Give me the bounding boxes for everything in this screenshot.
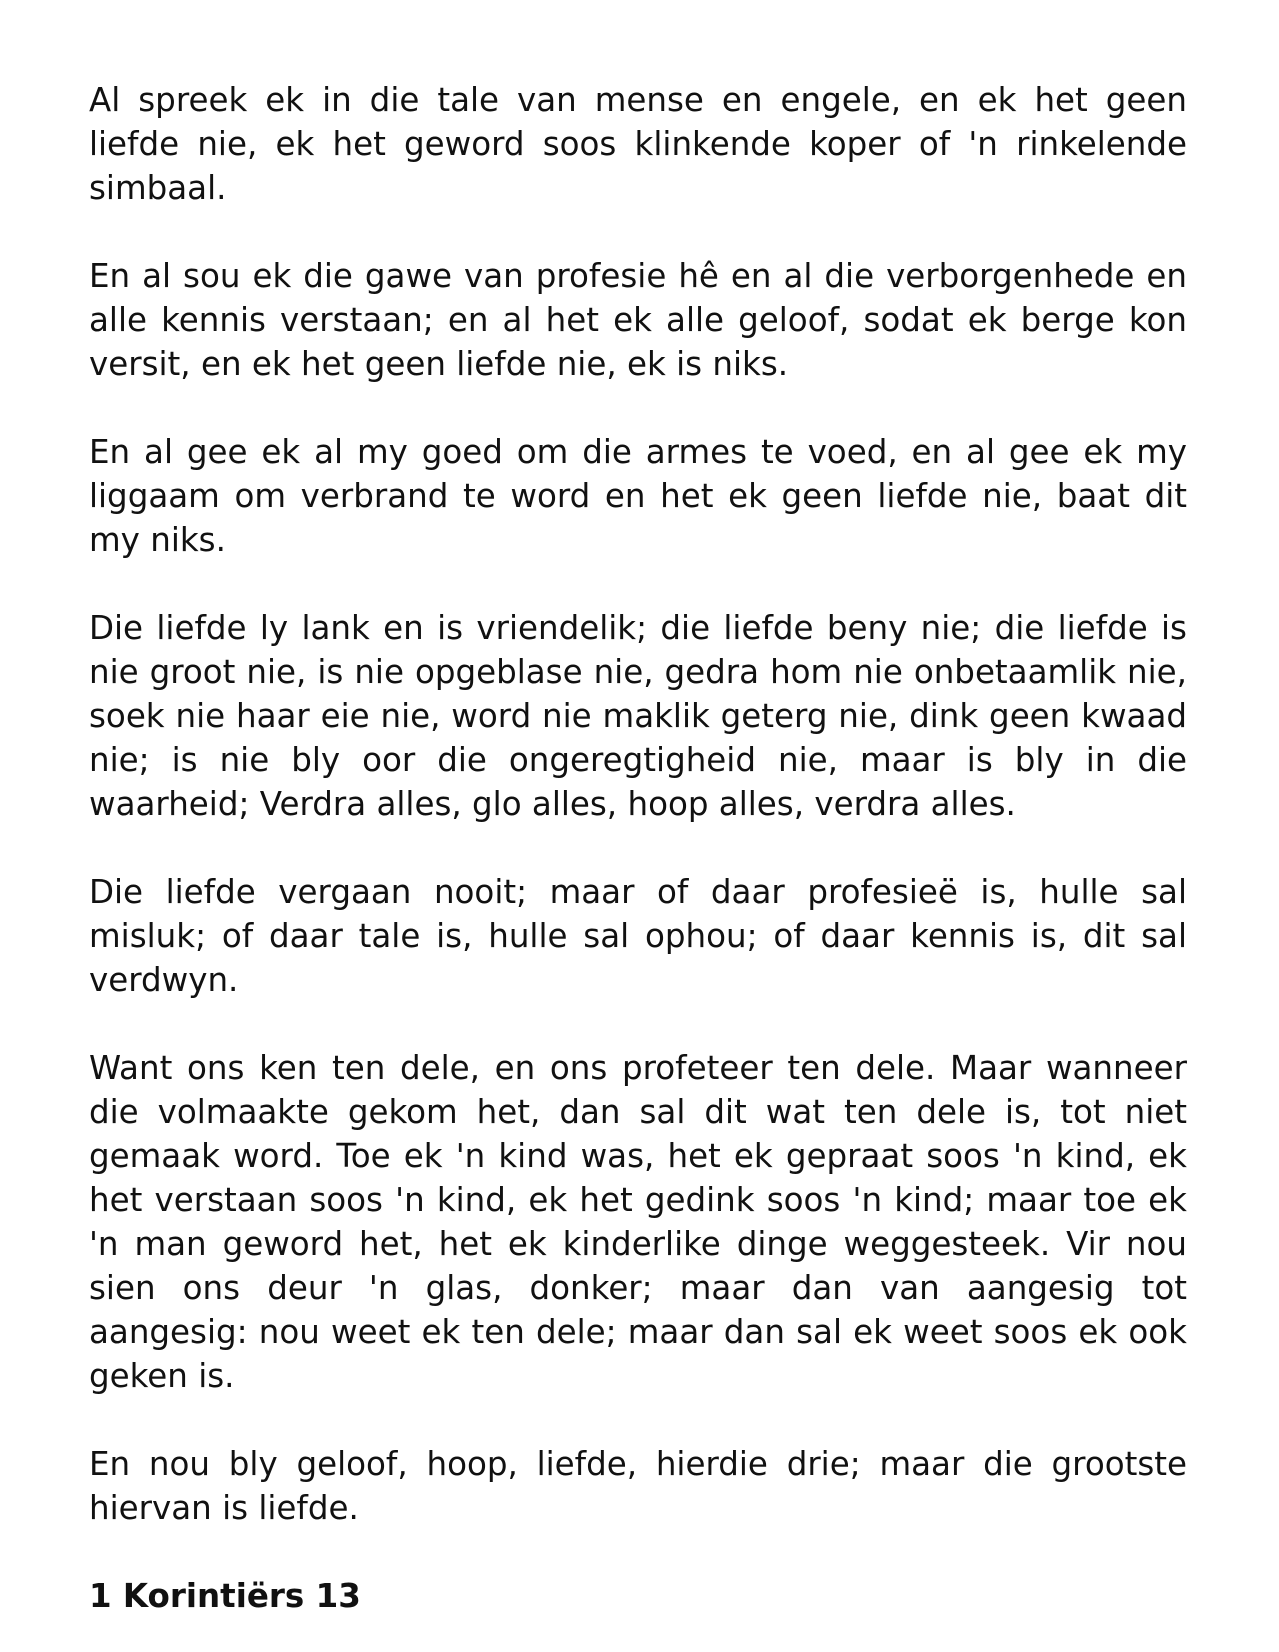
paragraph-verse-4-7: Die liefde ly lank en is vriendelik; die liefde beny nie; die liefde is nie groot nie, is nie opgeblase nie, gedra hom nie onbetaamlik nie, soek nie haar eie nie, word nie maklik geterg nie, dink geen kwaad nie; is nie bly oor die ongeregtigheid nie, maar is bly in die waarheid; Verdra alles, glo alles, hoop alles, verdra alles. bbox=[89, 609, 1187, 823]
paragraph-verse-2: En al sou ek die gawe van profesie hê en al die verborgenhede en alle kennis verstaan; en al het ek alle geloof, sodat ek berge kon versit, en ek het geen liefde nie, ek is niks. bbox=[89, 257, 1187, 383]
paragraph-verse-13: En nou bly geloof, hoop, liefde, hierdie drie; maar die grootste hiervan is liefde. bbox=[89, 1445, 1187, 1527]
paragraph-verse-3: En al gee ek al my goed om die armes te voed, en al gee ek my liggaam om verbrand te word en het ek geen liefde nie, baat dit my niks. bbox=[89, 433, 1187, 559]
paragraph-verse-1: Al spreek ek in die tale van mense en engele, en ek het geen liefde nie, ek het geword soos klinkende koper of 'n rinkelende simbaal. bbox=[89, 81, 1187, 207]
document-page bbox=[89, 78, 1187, 1618]
paragraph-verse-8: Die liefde vergaan nooit; maar of daar profesieë is, hulle sal misluk; of daar tale is, hulle sal ophou; of daar kennis is, dit sal verdwyn. bbox=[89, 873, 1187, 999]
scripture-reference: 1 Korintiërs 13 bbox=[89, 1577, 361, 1615]
paragraph-verse-9-12: Want ons ken ten dele, en ons profeteer ten dele. Maar wanneer die volmaakte gekom het, dan sal dit wat ten dele is, tot niet gemaak word. Toe ek 'n kind was, het ek gepraat soos 'n kind, ek het verstaan soos 'n kind, ek het gedink soos 'n kind; maar toe ek 'n man geword het, het ek kinderlike dinge weggesteek. Vir nou sien ons deur 'n glas, donker; maar dan van aangesig tot aangesig: nou weet ek ten dele; maar dan sal ek weet soos ek ook geken is. bbox=[89, 1049, 1187, 1395]
